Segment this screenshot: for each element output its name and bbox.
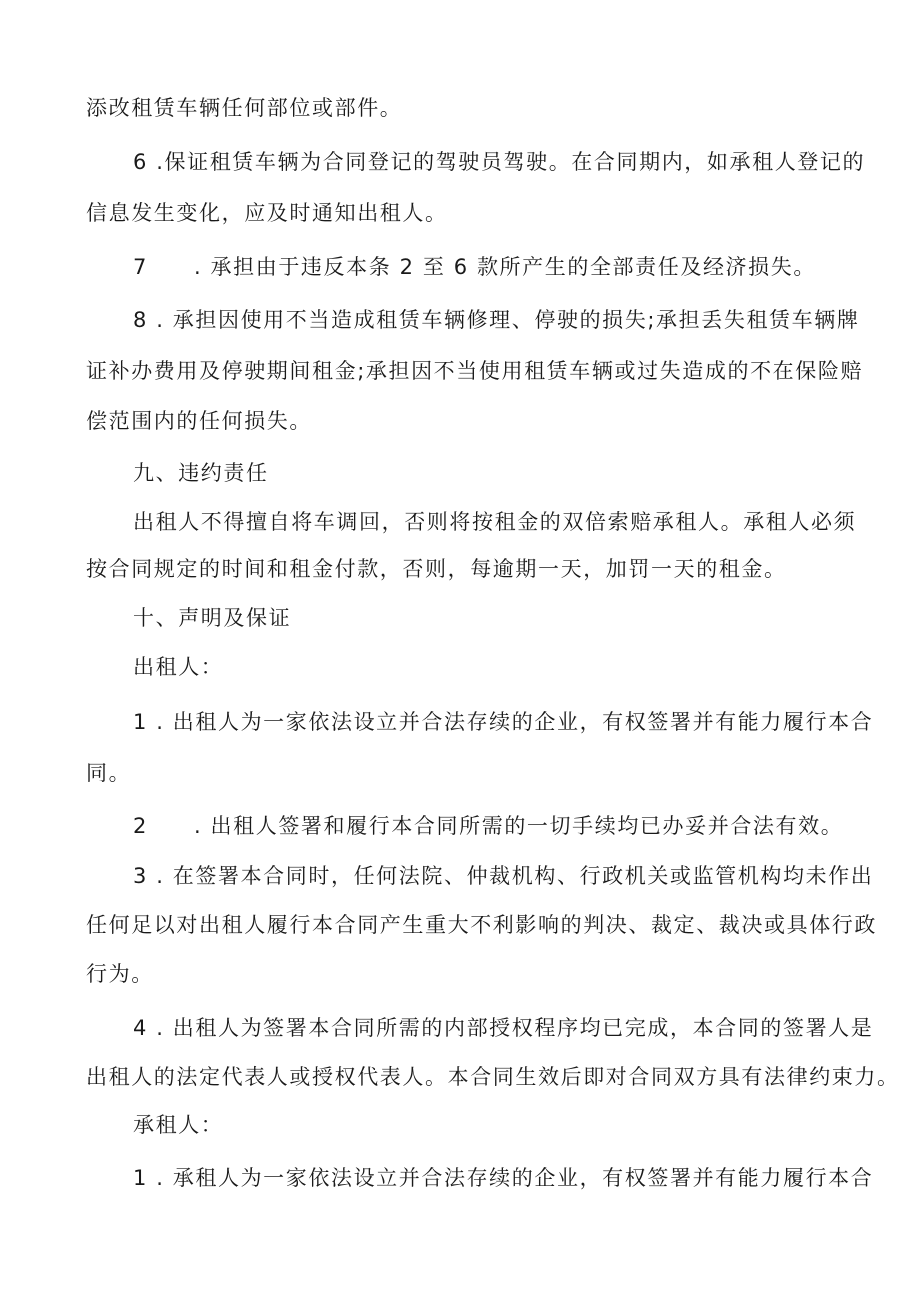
lessor-clause-1-line-1: 1 . 出租人为一家依法设立并合法存续的企业，有权签署并有能力履行本合 bbox=[133, 710, 874, 734]
clause-8-line-2: 证补办费用及停驶期间租金;承担因不当使用租赁车辆或过失造成的不在保险赔 bbox=[86, 359, 864, 383]
clause-7 bbox=[133, 253, 893, 281]
breach-line-1: 出租人不得擅自将车调回，否则将按租金的双倍索赔承租人。承租人必须 bbox=[133, 510, 857, 534]
lessor-clause-1-line-2: 同。 bbox=[86, 761, 132, 785]
paragraph-line: 添改租赁车辆任何部位或部件。 bbox=[86, 96, 403, 120]
lessee-clause-1-line-1: 1 . 承租人为一家依法设立并合法存续的企业，有权签署并有能力履行本合 bbox=[133, 1166, 874, 1190]
lessor-heading: 出租人： bbox=[133, 655, 224, 679]
lessee-heading: 承租人： bbox=[133, 1113, 224, 1137]
lessor-clause-4-line-1: 4 . 出租人为签署本合同所需的内部授权程序均已完成，本合同的签署人是 bbox=[133, 1016, 874, 1040]
lessor-clause-4-line-2: 出租人的法定代表人或授权代表人。本合同生效后即对合同双方具有法律约束力。 bbox=[86, 1065, 900, 1089]
lessor-clause-2 bbox=[133, 812, 893, 840]
clause-6-line-1: 6 .保证租赁车辆为合同登记的驾驶员驾驶。在合同期内，如承租人登记的 bbox=[133, 150, 866, 174]
clause-8-line-3: 偿范围内的任何损失。 bbox=[86, 409, 312, 433]
lessor-clause-2-number: 2 bbox=[133, 814, 148, 838]
lessor-clause-2-text: . 出租人签署和履行本合同所需的一切手续均已办妥并合法有效。 bbox=[193, 814, 844, 838]
section-heading-breach: 九、违约责任 bbox=[133, 461, 269, 485]
clause-7-number: 7 bbox=[133, 255, 148, 279]
clause-7-text: . 承担由于违反本条 2 至 6 款所产生的全部责任及经济损失。 bbox=[193, 255, 816, 279]
lessor-clause-3-line-1: 3 . 在签署本合同时，任何法院、仲裁机构、行政机关或监管机构均未作出 bbox=[133, 864, 874, 888]
clause-8-line-1: 8 . 承担因使用不当造成租赁车辆修理、停驶的损失;承担丢失租赁车辆牌 bbox=[133, 308, 860, 332]
lessor-clause-3-line-2: 任何足以对出租人履行本合同产生重大不利影响的判决、裁定、裁决或具体行政 bbox=[86, 913, 877, 937]
clause-6-line-2: 信息发生变化，应及时通知出租人。 bbox=[86, 201, 448, 225]
breach-line-2: 按合同规定的时间和租金付款，否则，每逾期一天，加罚一天的租金。 bbox=[86, 557, 787, 581]
lessor-clause-3-line-3: 行为。 bbox=[86, 962, 154, 986]
section-heading-declarations: 十、声明及保证 bbox=[133, 606, 292, 630]
